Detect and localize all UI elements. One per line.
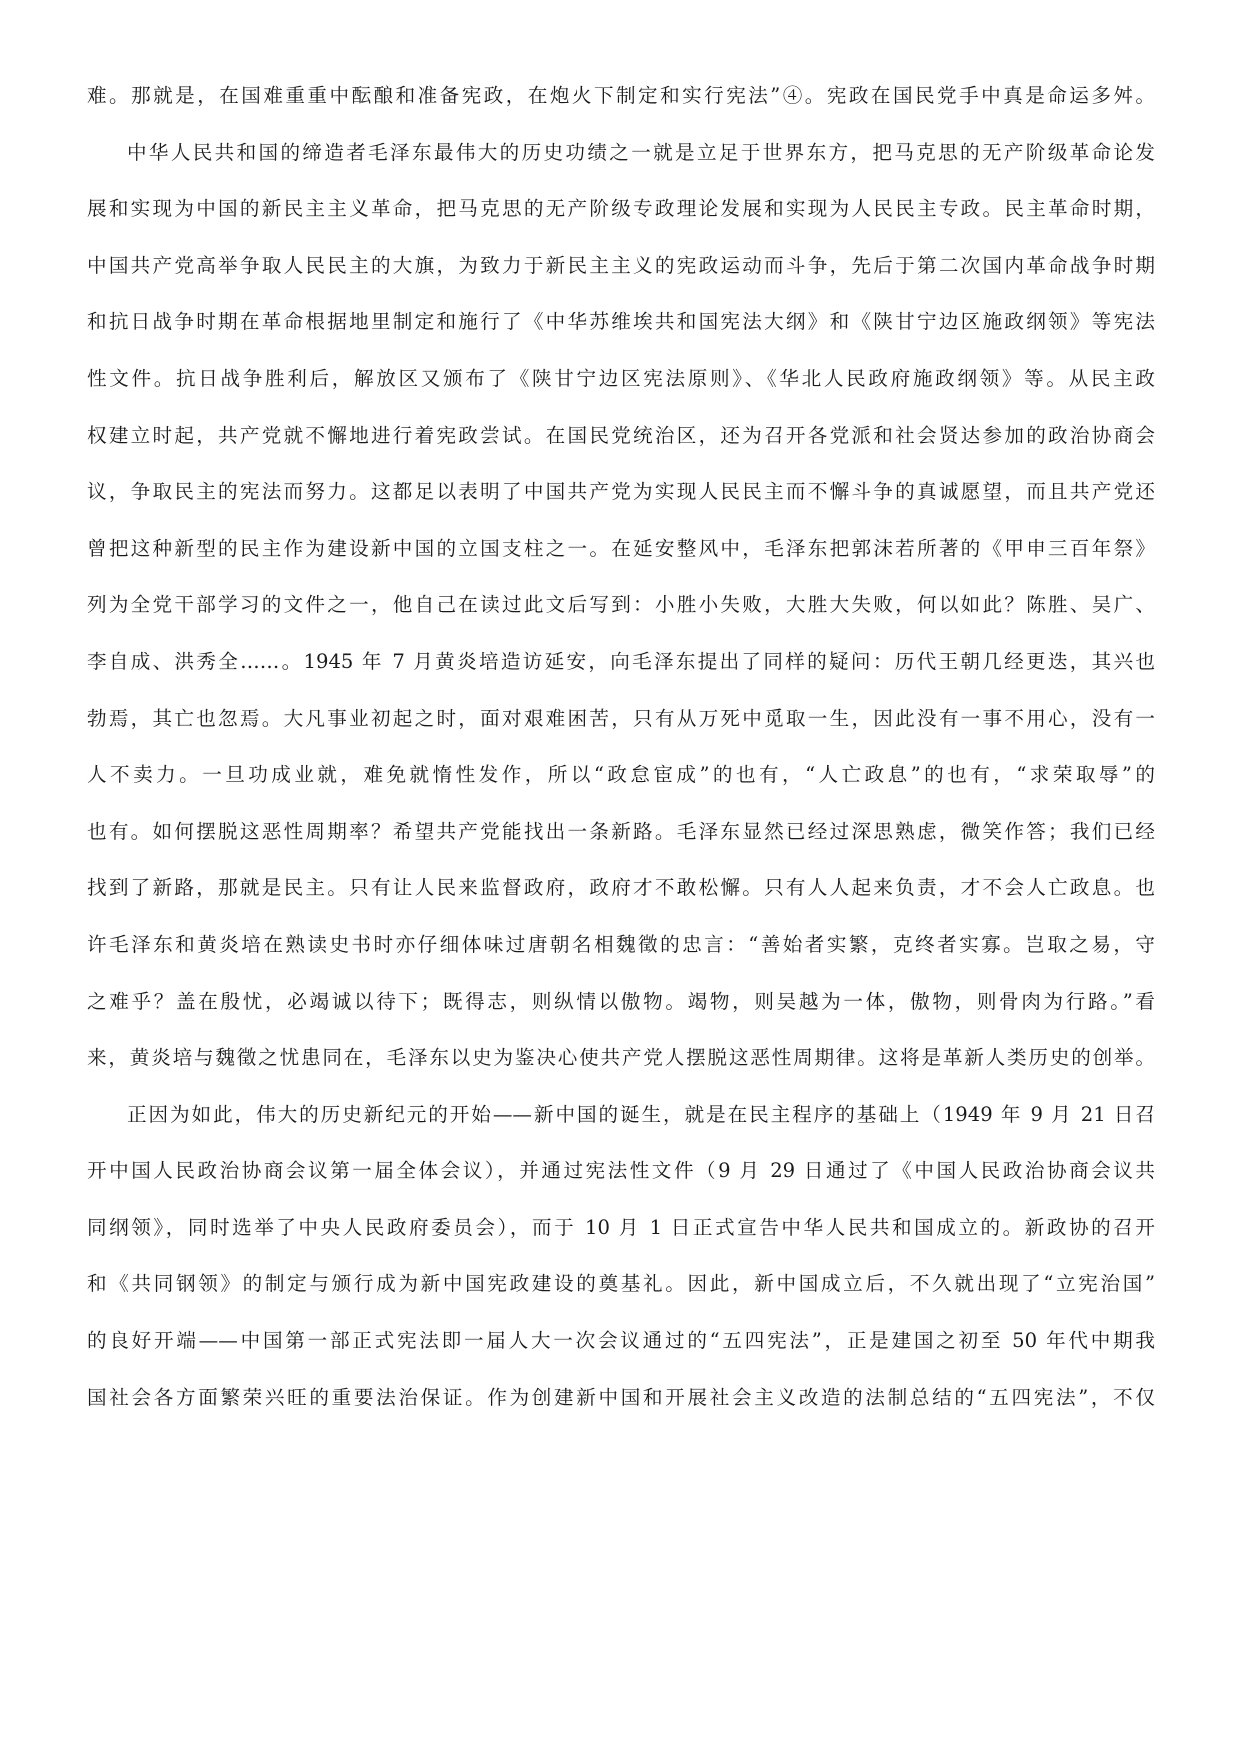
text-line: 性文件。抗日战争胜利后，解放区又颁布了《陕甘宁边区宪法原则》、《华北人民政府施政纲领》等。从民主政	[87, 366, 1155, 390]
text-line: 开中国人民政治协商会议第一届全体会议），并通过宪法性文件（9 月 29 日通过了《中国人民政治协商会议共	[87, 1159, 1155, 1183]
text-line: 议，争取民主的宪法而努力。这都足以表明了中国共产党为实现人民民主而不懈斗争的真诚愿望，而且共产党还	[87, 480, 1155, 504]
text-line: 人不卖力。一旦功成业就，难免就惰性发作，所以“政怠宦成”的也有，“人亡政息”的也有，“求荣取辱”的	[87, 763, 1155, 787]
text-line: 勃焉，其亡也忽焉。大凡事业初起之时，面对艰难困苦，只有从万死中觅取一生，因此没有一事不用心，没有一	[87, 706, 1155, 730]
text-line: 和《共同钢领》的制定与颁行成为新中国宪政建设的奠基礼。因此，新中国成立后，不久就出现了“立宪治国”	[87, 1272, 1155, 1296]
text-line: 列为全党干部学习的文件之一，他自己在读过此文后写到：小胜小失败，大胜大失败，何以如此？陈胜、吴广、	[87, 593, 1155, 617]
text-line: 的良好开端——中国第一部正式宪法即一届人大一次会议通过的“五四宪法”，正是建国之初至 50 年代中期我	[87, 1329, 1155, 1353]
text-line: 李自成、洪秀全……。1945 年 7 月黄炎培造访延安，向毛泽东提出了同样的疑问：历代王朝几经更迭，其兴也	[87, 649, 1155, 673]
paragraph-start-line: 正因为如此，伟大的历史新纪元的开始——新中国的诞生，就是在民主程序的基础上（1949 年 9 月 21 日召	[127, 1102, 1155, 1126]
text-line: 同纲领》，同时选举了中央人民政府委员会），而于 10 月 1 日正式宣告中华人民共和国成立的。新政协的召开	[87, 1215, 1155, 1239]
text-line: 中国共产党高举争取人民民主的大旗，为致力于新民主主义的宪政运动而斗争，先后于第二次国内革命战争时期	[87, 253, 1155, 277]
text-line: 展和实现为中国的新民主主义革命，把马克思的无产阶级专政理论发展和实现为人民民主专政。民主革命时期，	[87, 197, 1155, 221]
paragraph-start-line: 中华人民共和国的缔造者毛泽东最伟大的历史功绩之一就是立足于世界东方，把马克思的无产阶级革命论发	[127, 140, 1155, 164]
text-line: 之难乎？盖在殷忧，必竭诚以待下；既得志，则纵情以傲物。竭物，则吴越为一体，傲物，则骨肉为行路。”看	[87, 989, 1155, 1013]
text-line: 国社会各方面繁荣兴旺的重要法治保证。作为创建新中国和开展社会主义改造的法制总结的“五四宪法”，不仅	[87, 1385, 1155, 1409]
text-line: 许毛泽东和黄炎培在熟读史书时亦仔细体味过唐朝名相魏徵的忠言：“善始者实繁，克终者实寡。岂取之易，守	[87, 932, 1155, 956]
text-line: 难。那就是，在国难重重中酝酿和准备宪政，在炮火下制定和实行宪法”④。宪政在国民党手中真是命运多舛。	[87, 84, 1155, 107]
text-line: 曾把这种新型的民主作为建设新中国的立国支柱之一。在延安整风中，毛泽东把郭沫若所著的《甲申三百年祭》	[87, 536, 1155, 560]
text-line: 权建立时起，共产党就不懈地进行着宪政尝试。在国民党统治区，还为召开各党派和社会贤达参加的政治协商会	[87, 423, 1155, 447]
text-line: 和抗日战争时期在革命根据地里制定和施行了《中华苏维埃共和国宪法大纲》和《陕甘宁边区施政纲领》等宪法	[87, 310, 1155, 334]
text-line: 也有。如何摆脱这恶性周期率？希望共产党能找出一条新路。毛泽东显然已经过深思熟虑，微笑作答；我们已经	[87, 819, 1155, 843]
document-page	[87, 68, 1155, 1426]
text-line: 找到了新路，那就是民主。只有让人民来监督政府，政府才不敢松懈。只有人人起来负责，才不会人亡政息。也	[87, 876, 1155, 900]
text-line: 来，黄炎培与魏徵之忧患同在，毛泽东以史为鉴决心使共产党人摆脱这恶性周期律。这将是革新人类历史的创举。	[87, 1046, 1155, 1070]
